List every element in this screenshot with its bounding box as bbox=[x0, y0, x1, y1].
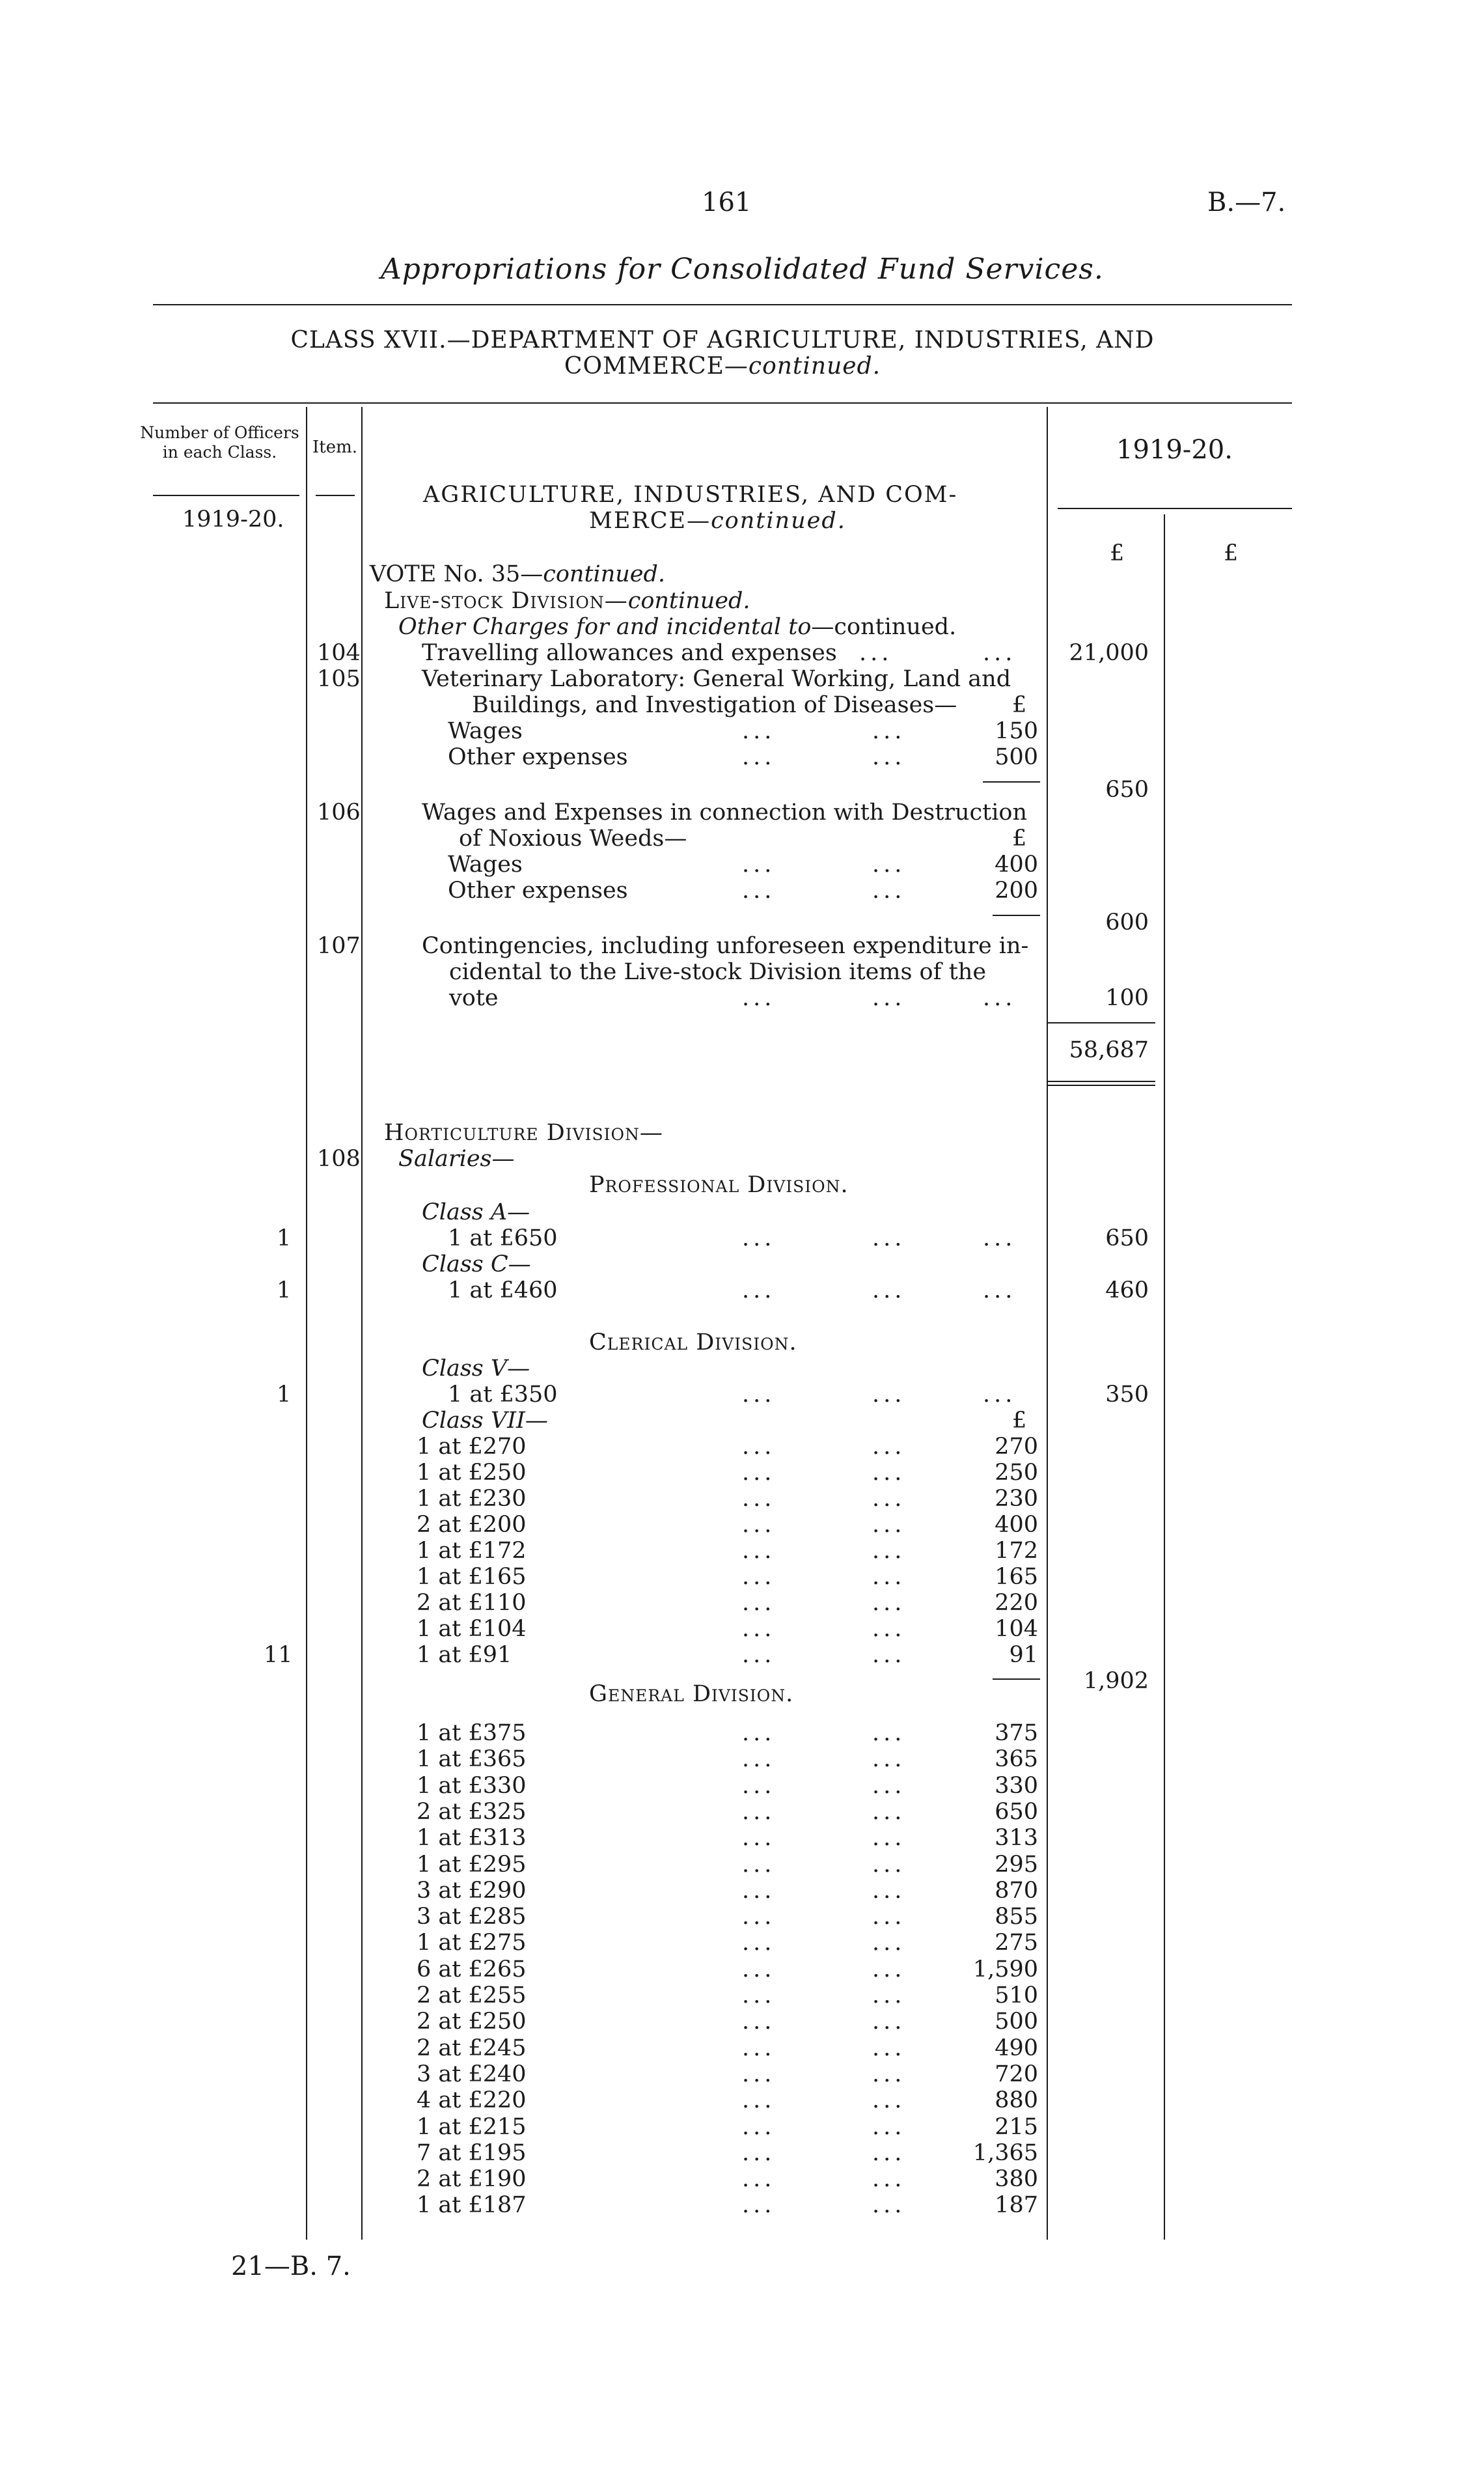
general-division-row-label: 3 at £290 bbox=[417, 1877, 527, 1904]
pound-sign-column-2: £ bbox=[1224, 540, 1239, 566]
class-vii-officer-count: 11 bbox=[264, 1642, 293, 1668]
vote-continued-tag: continued. bbox=[543, 561, 666, 587]
item-107-description-end: vote bbox=[449, 985, 499, 1011]
item-106-description: Wages and Expenses in connection with Destruction bbox=[422, 800, 1028, 826]
footer-signature: 21—B. 7. bbox=[231, 2251, 351, 2281]
dot-leader: ... bbox=[872, 985, 906, 1011]
pound-sign-column-1: £ bbox=[1110, 540, 1125, 566]
dot-leader: ... bbox=[983, 985, 1017, 1011]
dot-leader: ... bbox=[742, 1720, 776, 1746]
class-vii-row-label: 2 at £110 bbox=[417, 1590, 527, 1616]
dot-leader: ... bbox=[872, 1512, 906, 1538]
division-label: Live-stock Division— bbox=[384, 588, 628, 614]
dot-leader: ... bbox=[742, 2113, 776, 2140]
dot-leader: ... bbox=[872, 2139, 906, 2166]
item-number-108: 108 bbox=[317, 1146, 361, 1172]
general-division-row-value: 650 bbox=[995, 1798, 1038, 1825]
item-105-wages-value: 150 bbox=[995, 718, 1038, 744]
subtotal-bottom-rule-2 bbox=[1048, 1085, 1155, 1086]
class-c-officer-count: 1 bbox=[277, 1277, 292, 1303]
subtotal-top-rule bbox=[1048, 1022, 1155, 1023]
general-division-row-value: 1,590 bbox=[972, 1956, 1038, 1982]
amount-column-rule bbox=[1047, 407, 1048, 2240]
general-division-row-value: 375 bbox=[995, 1720, 1038, 1746]
item-column-rule bbox=[361, 407, 363, 2240]
dot-leader: ... bbox=[872, 1930, 906, 1956]
class-vii-row-value: 220 bbox=[995, 1590, 1038, 1616]
general-division-row-label: 7 at £195 bbox=[417, 2139, 527, 2166]
general-division-row-value: 500 bbox=[995, 2009, 1038, 2035]
dot-leader: ... bbox=[872, 1277, 906, 1303]
item-106-description-continued: of Noxious Weeds— bbox=[459, 826, 687, 852]
dot-leader: ... bbox=[742, 1616, 776, 1642]
dot-leader: ... bbox=[872, 1982, 906, 2009]
class-vii-total: 1,902 bbox=[1083, 1668, 1149, 1694]
class-vii-sum-rule bbox=[993, 1678, 1040, 1680]
dot-leader: ... bbox=[742, 1851, 776, 1878]
item-number-106: 106 bbox=[317, 800, 361, 826]
item-106-wages-value: 400 bbox=[995, 852, 1038, 878]
class-a-line: 1 at £650 bbox=[448, 1225, 558, 1251]
dot-leader: ... bbox=[742, 1956, 776, 1982]
officers-column-rule bbox=[306, 407, 307, 2240]
class-vii-row-label: 1 at £230 bbox=[417, 1486, 527, 1512]
dot-leader: ... bbox=[742, 1382, 776, 1408]
dot-leader: ... bbox=[872, 878, 906, 904]
section-heading-text: MERCE— bbox=[589, 508, 711, 534]
horticulture-division-heading: Horticulture Division— bbox=[384, 1120, 663, 1146]
dot-leader: ... bbox=[742, 1982, 776, 2009]
general-division-row-value: 275 bbox=[995, 1930, 1038, 1956]
dot-leader: ... bbox=[872, 744, 906, 770]
class-heading: CLASS XVII.—DEPARTMENT OF AGRICULTURE, INDUSTRIES, AND bbox=[290, 327, 1155, 354]
dot-leader: ... bbox=[742, 1772, 776, 1799]
dot-leader: ... bbox=[742, 1538, 776, 1564]
general-division-row-value: 215 bbox=[995, 2113, 1038, 2140]
livestock-division-heading bbox=[384, 588, 750, 614]
dot-leader: ... bbox=[742, 852, 776, 878]
class-vii-row-value: 400 bbox=[995, 1512, 1038, 1538]
general-division-row-label: 2 at £245 bbox=[417, 2035, 527, 2061]
dot-leader: ... bbox=[872, 852, 906, 878]
dot-leader: ... bbox=[742, 1564, 776, 1590]
division-continued-tag: continued. bbox=[627, 588, 750, 614]
dot-leader: ... bbox=[872, 1590, 906, 1616]
general-division-row-label: 2 at £325 bbox=[417, 1798, 527, 1825]
dot-leader: ... bbox=[742, 1930, 776, 1956]
dot-leader: ... bbox=[872, 1460, 906, 1486]
amount-header-rule bbox=[1058, 508, 1292, 509]
dot-leader: ... bbox=[742, 1825, 776, 1852]
dot-leader: ... bbox=[983, 1277, 1017, 1303]
dot-leader: ... bbox=[872, 1772, 906, 1799]
officers-column-header: Number of Officers in each Class. bbox=[140, 423, 299, 462]
item-column-header: Item. bbox=[312, 438, 358, 457]
dot-leader: ... bbox=[742, 985, 776, 1011]
dot-leader: ... bbox=[742, 1512, 776, 1538]
professional-division-heading: Professional Division. bbox=[589, 1172, 849, 1198]
salaries-heading: Salaries— bbox=[398, 1146, 515, 1172]
document-reference: B.—7. bbox=[1207, 188, 1286, 217]
item-105-description: Veterinary Laboratory: General Working, Land and bbox=[422, 666, 1011, 692]
dot-leader: ... bbox=[742, 2087, 776, 2114]
dot-leader: ... bbox=[872, 1720, 906, 1746]
other-charges-label: Other Charges for and incidental to bbox=[398, 614, 812, 640]
general-division-row-label: 1 at £275 bbox=[417, 1930, 527, 1956]
dot-leader: ... bbox=[742, 1798, 776, 1825]
class-c-heading: Class C— bbox=[422, 1251, 531, 1277]
dot-leader: ... bbox=[872, 1746, 906, 1773]
general-division-row-value: 295 bbox=[995, 1851, 1038, 1878]
item-107-amount: 100 bbox=[1105, 985, 1149, 1011]
dot-leader: ... bbox=[872, 1877, 906, 1904]
dot-leader: ... bbox=[742, 718, 776, 744]
page-number: 161 bbox=[702, 188, 752, 217]
item-105-amount: 650 bbox=[1105, 777, 1149, 803]
table-top-rule bbox=[153, 402, 1292, 404]
dot-leader: ... bbox=[872, 1538, 906, 1564]
page-title: Appropriations for Consolidated Fund Services. bbox=[381, 253, 1104, 286]
item-106-other-value: 200 bbox=[995, 878, 1038, 904]
item-header-rule bbox=[316, 495, 355, 496]
class-vii-row-label: 1 at £165 bbox=[417, 1564, 527, 1590]
dot-leader: ... bbox=[742, 2061, 776, 2087]
class-vii-row-label: 1 at £250 bbox=[417, 1460, 527, 1486]
vote-heading bbox=[370, 561, 665, 587]
class-vii-row-value: 104 bbox=[995, 1616, 1038, 1642]
section-heading-continued-tag: continued. bbox=[711, 508, 846, 534]
clerical-division-heading: Clerical Division. bbox=[589, 1329, 797, 1356]
class-a-amount: 650 bbox=[1105, 1225, 1149, 1251]
dot-leader: ... bbox=[742, 2192, 776, 2219]
general-division-row-label: 1 at £375 bbox=[417, 1720, 527, 1746]
dot-leader: ... bbox=[742, 2009, 776, 2035]
class-vii-row-label: 1 at £270 bbox=[417, 1434, 527, 1460]
amount-year: 1919-20. bbox=[1116, 435, 1233, 465]
dot-leader: ... bbox=[872, 2113, 906, 2140]
general-division-row-value: 870 bbox=[995, 1877, 1038, 1904]
livestock-subtotal: 58,687 bbox=[1069, 1037, 1149, 1063]
dot-leader: ... bbox=[983, 1382, 1017, 1408]
dot-leader: ... bbox=[742, 2035, 776, 2061]
class-vii-row-value: 91 bbox=[1009, 1642, 1038, 1668]
dot-leader: ... bbox=[742, 1277, 776, 1303]
general-division-row-label: 1 at £365 bbox=[417, 1746, 527, 1773]
dot-leader: ... bbox=[872, 2061, 906, 2087]
general-division-row-value: 365 bbox=[995, 1746, 1038, 1773]
item-106-amount: 600 bbox=[1105, 910, 1149, 936]
dot-leader: ... bbox=[983, 640, 1017, 666]
dot-leader: ... bbox=[742, 1225, 776, 1251]
dot-leader: ... bbox=[872, 1851, 906, 1878]
dot-leader: ... bbox=[872, 1642, 906, 1668]
class-vii-row-value: 165 bbox=[995, 1564, 1038, 1590]
class-vii-row-label: 1 at £91 bbox=[417, 1642, 512, 1668]
general-division-row-label: 1 at £313 bbox=[417, 1825, 527, 1852]
item-107-description: Contingencies, including unforeseen expenditure in- bbox=[422, 933, 1029, 959]
general-division-row-value: 880 bbox=[995, 2087, 1038, 2114]
general-division-row-value: 720 bbox=[995, 2061, 1038, 2087]
dot-leader: ... bbox=[742, 2139, 776, 2166]
class-vii-pound-sign: £ bbox=[1012, 1408, 1027, 1434]
dot-leader: ... bbox=[742, 1460, 776, 1486]
dot-leader: ... bbox=[742, 1434, 776, 1460]
item-107-description-continued: cidental to the Live-stock Division items of the bbox=[449, 959, 987, 985]
dot-leader: ... bbox=[742, 1642, 776, 1668]
class-vii-row-label: 1 at £172 bbox=[417, 1538, 527, 1564]
general-division-row-label: 1 at £215 bbox=[417, 2113, 527, 2140]
class-vii-row-label: 2 at £200 bbox=[417, 1512, 527, 1538]
general-division-row-label: 1 at £187 bbox=[417, 2192, 527, 2219]
class-c-amount: 460 bbox=[1105, 1277, 1149, 1303]
item-105-pound-sign: £ bbox=[1012, 692, 1027, 718]
officers-header-rule bbox=[153, 495, 299, 496]
dot-leader: ... bbox=[872, 1616, 906, 1642]
item-104-description: Travelling allowances and expenses bbox=[422, 640, 837, 666]
general-division-row-value: 1,365 bbox=[972, 2139, 1038, 2166]
item-number-105: 105 bbox=[317, 666, 361, 692]
item-104-amount: 21,000 bbox=[1069, 640, 1149, 666]
general-division-row-label: 1 at £295 bbox=[417, 1851, 527, 1878]
section-heading: AGRICULTURE, INDUSTRIES, AND COM- bbox=[423, 482, 958, 508]
general-division-row-value: 490 bbox=[995, 2035, 1038, 2061]
general-division-row-label: 6 at £265 bbox=[417, 1956, 527, 1982]
dot-leader: ... bbox=[983, 1225, 1017, 1251]
dot-leader: ... bbox=[872, 1486, 906, 1512]
general-division-row-value: 510 bbox=[995, 1982, 1038, 2009]
subtotal-bottom-rule bbox=[1048, 1081, 1155, 1082]
officers-year: 1919-20. bbox=[182, 507, 284, 533]
class-v-officer-count: 1 bbox=[277, 1382, 292, 1408]
class-a-officer-count: 1 bbox=[277, 1225, 292, 1251]
item-105-sum-rule bbox=[983, 781, 1040, 783]
dot-leader: ... bbox=[872, 2009, 906, 2035]
dot-leader: ... bbox=[872, 1564, 906, 1590]
class-heading-continued bbox=[153, 353, 1292, 380]
general-division-row-value: 313 bbox=[995, 1825, 1038, 1852]
item-106-wages-label: Wages bbox=[448, 852, 523, 878]
general-division-row-label: 2 at £190 bbox=[417, 2166, 527, 2193]
other-charges-heading bbox=[398, 614, 956, 640]
general-division-row-value: 330 bbox=[995, 1772, 1038, 1799]
dot-leader: ... bbox=[872, 2166, 906, 2193]
item-106-other-label: Other expenses bbox=[448, 878, 628, 904]
item-106-sum-rule bbox=[993, 915, 1040, 916]
dot-leader: ... bbox=[872, 2035, 906, 2061]
general-division-row-label: 2 at £250 bbox=[417, 2009, 527, 2035]
item-number-104: 104 bbox=[317, 640, 361, 666]
vote-label: VOTE No. 35— bbox=[370, 561, 543, 587]
item-105-wages-label: Wages bbox=[448, 718, 523, 744]
class-v-line: 1 at £350 bbox=[448, 1382, 558, 1408]
dot-leader: ... bbox=[742, 878, 776, 904]
item-number-107: 107 bbox=[317, 933, 361, 959]
dot-leader: ... bbox=[872, 1825, 906, 1852]
other-charges-continued-tag: —continued. bbox=[811, 614, 957, 640]
class-vii-row-value: 172 bbox=[995, 1538, 1038, 1564]
item-105-other-value: 500 bbox=[995, 744, 1038, 770]
general-division-row-value: 187 bbox=[995, 2192, 1038, 2219]
dot-leader: ... bbox=[872, 1904, 906, 1930]
dot-leader: ... bbox=[872, 1225, 906, 1251]
dot-leader: ... bbox=[742, 2166, 776, 2193]
class-v-heading: Class V— bbox=[422, 1356, 530, 1382]
general-division-row-label: 4 at £220 bbox=[417, 2087, 527, 2114]
class-v-amount: 350 bbox=[1105, 1382, 1149, 1408]
dot-leader: ... bbox=[742, 1904, 776, 1930]
dot-leader: ... bbox=[742, 744, 776, 770]
general-division-row-label: 3 at £240 bbox=[417, 2061, 527, 2087]
item-105-other-label: Other expenses bbox=[448, 744, 628, 770]
general-division-row-label: 2 at £255 bbox=[417, 1982, 527, 2009]
title-rule bbox=[153, 304, 1292, 305]
section-heading-continued bbox=[589, 508, 846, 534]
pounds-split-rule bbox=[1164, 514, 1165, 2240]
general-division-row-label: 3 at £285 bbox=[417, 1904, 527, 1930]
dot-leader: ... bbox=[872, 1956, 906, 1982]
dot-leader: ... bbox=[872, 1434, 906, 1460]
general-division-row-label: 1 at £330 bbox=[417, 1772, 527, 1799]
dot-leader: ... bbox=[742, 1486, 776, 1512]
general-division-heading: General Division. bbox=[589, 1681, 794, 1707]
class-a-heading: Class A— bbox=[422, 1199, 530, 1225]
class-vii-row-value: 250 bbox=[995, 1460, 1038, 1486]
dot-leader: ... bbox=[742, 1746, 776, 1773]
general-division-row-value: 855 bbox=[995, 1904, 1038, 1930]
class-heading-text: COMMERCE— bbox=[564, 353, 749, 380]
general-division-row-value: 380 bbox=[995, 2166, 1038, 2193]
dot-leader: ... bbox=[872, 2087, 906, 2114]
dot-leader: ... bbox=[872, 2192, 906, 2219]
dot-leader: ... bbox=[742, 1590, 776, 1616]
item-106-pound-sign: £ bbox=[1012, 826, 1027, 852]
dot-leader: ... bbox=[859, 640, 893, 666]
class-heading-continued-tag: continued. bbox=[748, 353, 881, 380]
dot-leader: ... bbox=[872, 1382, 906, 1408]
dot-leader: ... bbox=[872, 718, 906, 744]
class-vii-row-value: 230 bbox=[995, 1486, 1038, 1512]
class-vii-row-label: 1 at £104 bbox=[417, 1616, 527, 1642]
dot-leader: ... bbox=[872, 1798, 906, 1825]
item-105-description-continued: Buildings, and Investigation of Diseases— bbox=[472, 692, 957, 718]
class-vii-row-value: 270 bbox=[995, 1434, 1038, 1460]
class-vii-heading: Class VII— bbox=[422, 1408, 548, 1434]
class-c-line: 1 at £460 bbox=[448, 1277, 558, 1303]
dot-leader: ... bbox=[742, 1877, 776, 1904]
